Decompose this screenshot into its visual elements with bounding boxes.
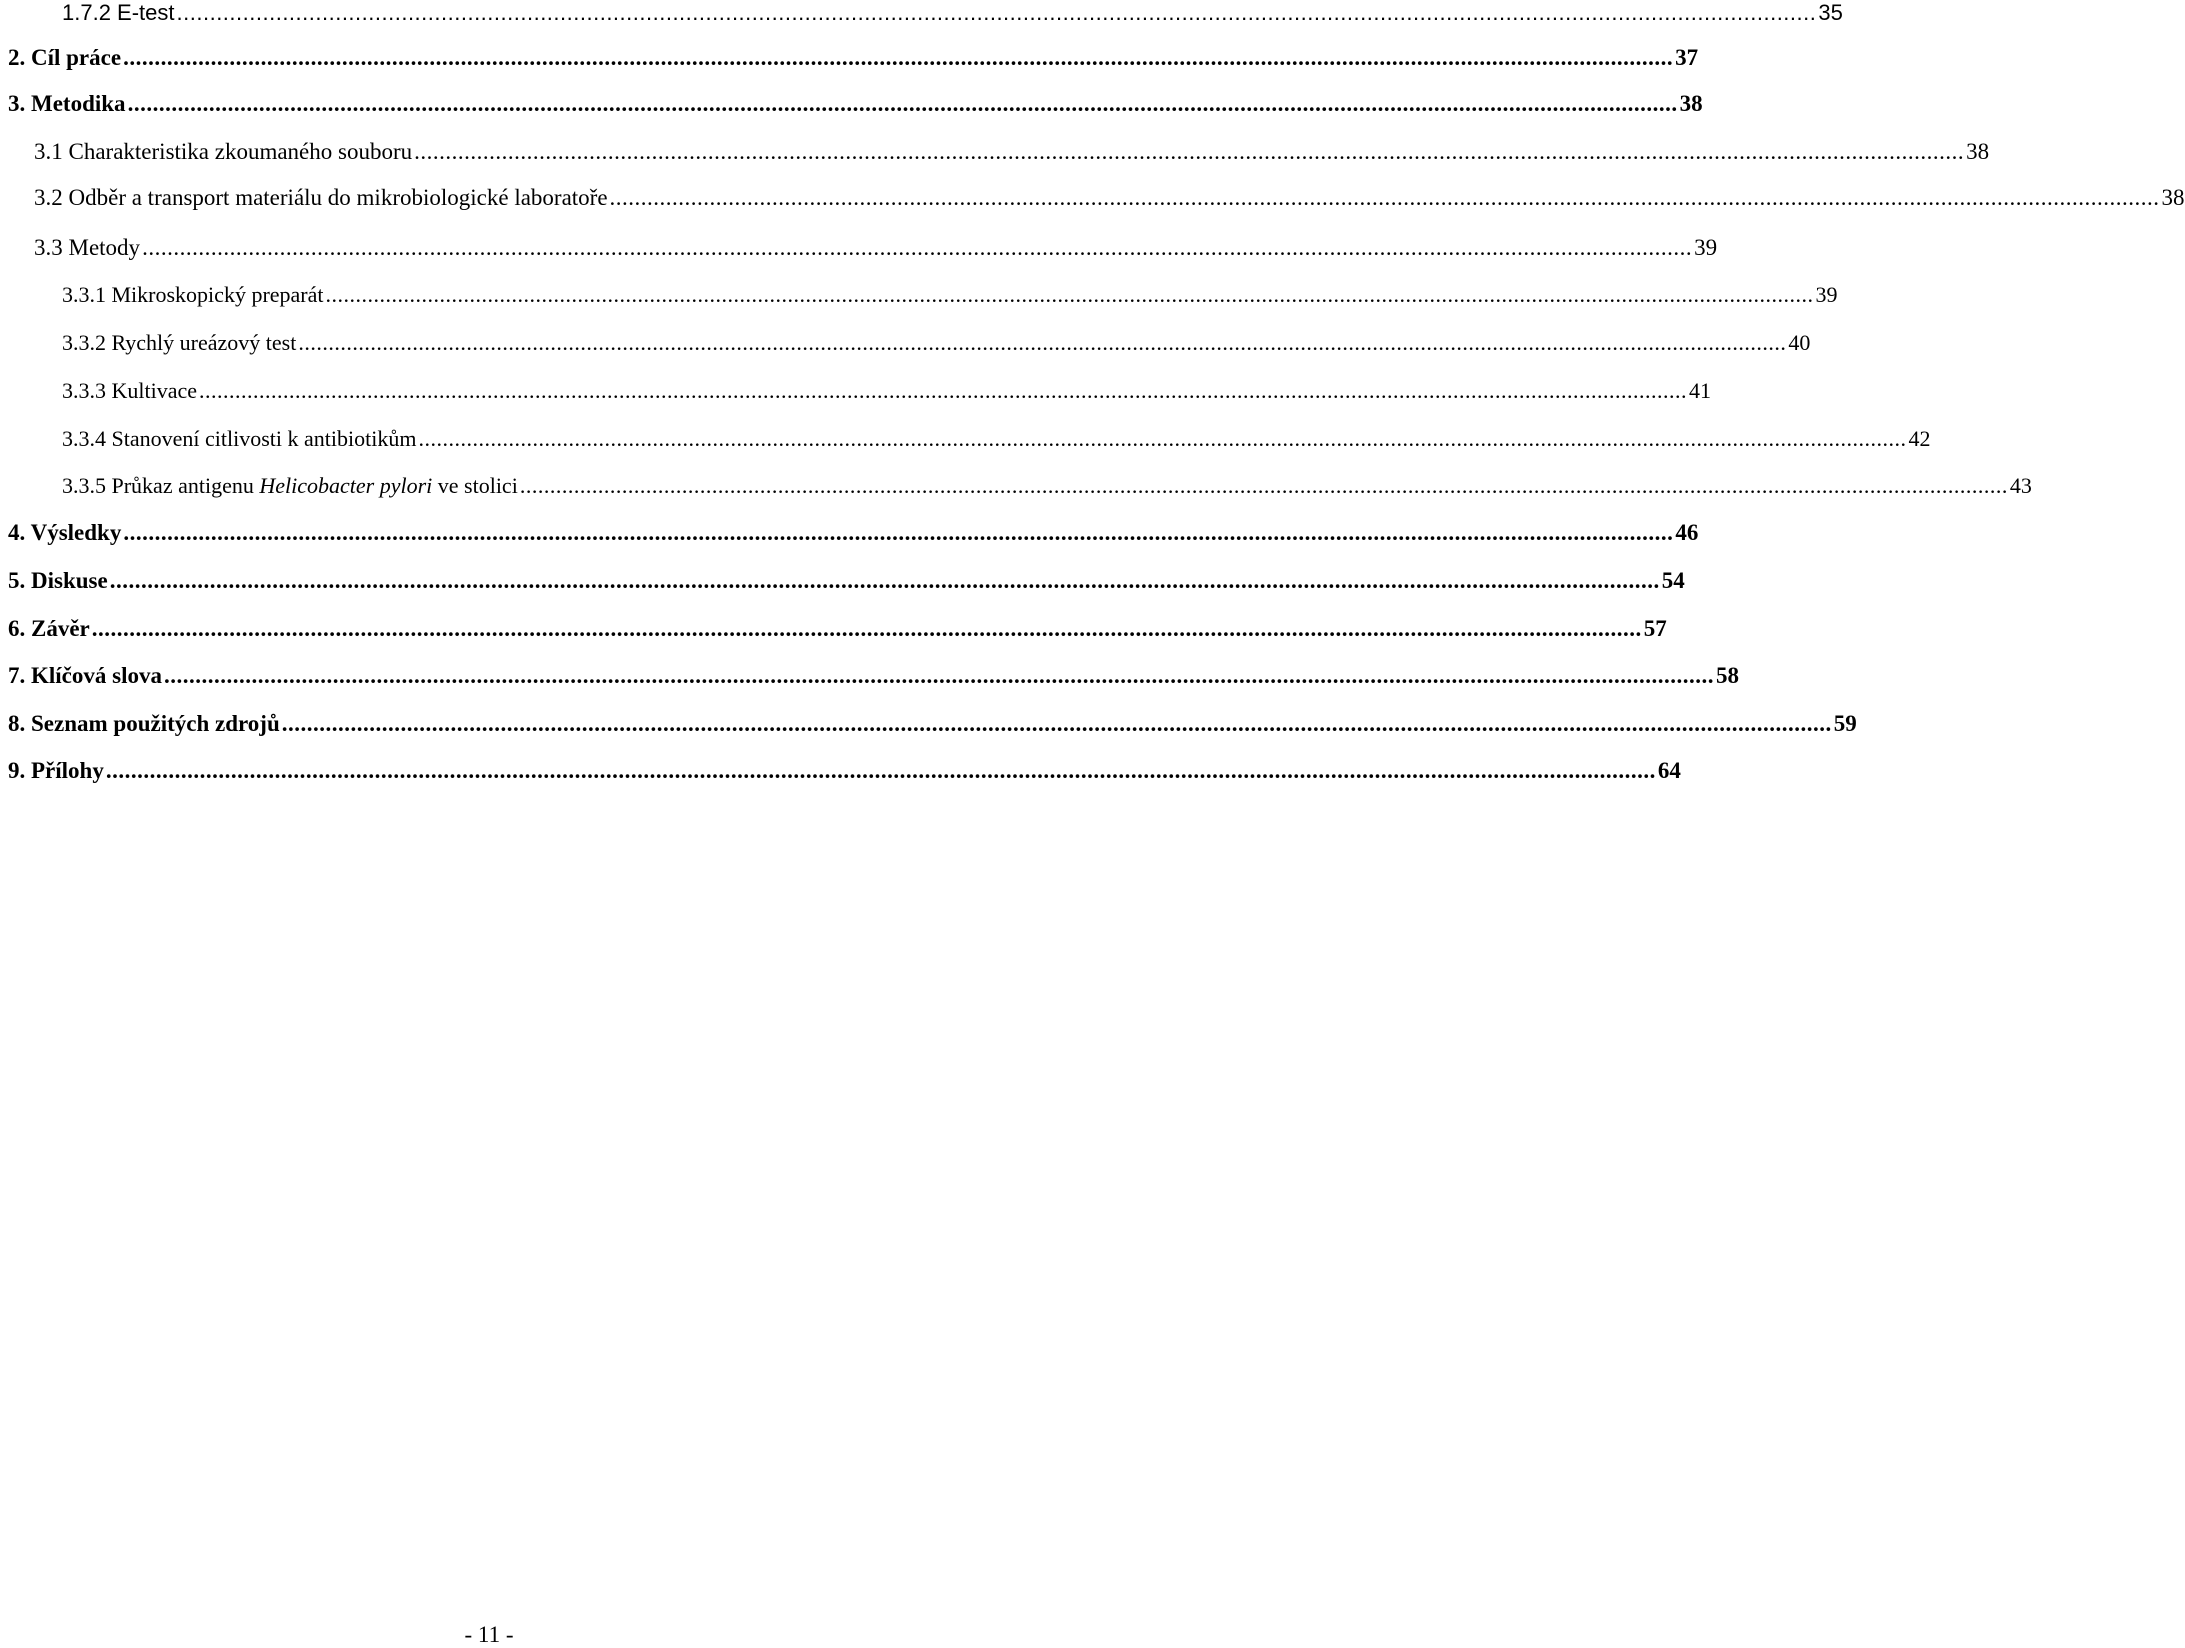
toc-entry-title: 3.2 Odběr a transport materiálu do mikrobiologické laboratoře xyxy=(34,185,608,210)
toc-entry-3[interactable] xyxy=(8,91,1703,127)
toc-leader: ........................................................................................................................................................................................................................................................ xyxy=(199,378,1688,403)
toc-entry-3-1[interactable] xyxy=(34,139,1990,175)
toc-entry-2[interactable] xyxy=(8,45,1699,81)
toc-entry-title: 8. Seznam použitých zdrojů xyxy=(8,711,280,736)
toc-entry-4[interactable] xyxy=(8,520,1699,556)
toc-page-number: 38 xyxy=(1679,91,1703,116)
toc-leader: ........................................................................................................................................................................................................................................................ xyxy=(91,616,1642,641)
toc-leader: ........................................................................................................................................................................................................................................................ xyxy=(142,235,1693,260)
toc-leader: ........................................................................................................................................................................................................................................................ xyxy=(176,0,1817,25)
toc-entry-title: 2. Cíl práce xyxy=(8,45,122,70)
toc-leader: ........................................................................................................................................................................................................................................................ xyxy=(281,711,1832,736)
toc-leader: ........................................................................................................................................................................................................................................................ xyxy=(163,663,1714,688)
toc-entry-title: 3.3 Metody xyxy=(34,235,141,260)
toc-leader: ........................................................................................................................................................................................................................................................ xyxy=(127,91,1678,116)
toc-entry-3-2[interactable] xyxy=(34,185,2185,221)
page-number-label: - 11 - xyxy=(464,1622,514,1647)
toc-entry-title: 3.3.2 Rychlý ureázový test xyxy=(62,330,297,355)
toc-leader: ........................................................................................................................................................................................................................................................ xyxy=(609,185,2160,210)
toc-leader: ........................................................................................................................................................................................................................................................ xyxy=(109,568,1660,593)
toc-page-number: 38 xyxy=(1966,139,1990,164)
toc-entry-8[interactable] xyxy=(8,711,1857,747)
toc-page-number: 58 xyxy=(1715,663,1739,688)
toc-entry-6[interactable] xyxy=(8,616,1667,652)
toc-entry-title: 3.1 Charakteristika zkoumaného souboru xyxy=(34,139,413,164)
toc-page-number: 57 xyxy=(1643,616,1667,641)
toc-entry-title: 3.3.3 Kultivace xyxy=(62,378,198,403)
toc-page-number: 42 xyxy=(1908,426,1931,451)
toc-leader: ........................................................................................................................................................................................................................................................ xyxy=(418,426,1907,451)
toc-entry-title: 3.3.4 Stanovení citlivosti k antibiotikům xyxy=(62,426,417,451)
toc-page-number: 46 xyxy=(1675,520,1699,545)
toc-entry-title-prefix: 3.3.5 Průkaz antigenu xyxy=(62,473,260,498)
toc-leader: ........................................................................................................................................................................................................................................................ xyxy=(123,520,1674,545)
toc-page-number: 40 xyxy=(1788,330,1811,355)
toc-entry-title: 1.7.2 E-test xyxy=(62,0,175,25)
toc-leader: ........................................................................................................................................................................................................................................................ xyxy=(519,473,2008,498)
toc-leader: ........................................................................................................................................................................................................................................................ xyxy=(414,139,1965,164)
toc-entry-3-3-4[interactable] xyxy=(62,426,1931,462)
toc-page-number: 54 xyxy=(1661,568,1685,593)
toc-page-number: 41 xyxy=(1689,378,1712,403)
toc-leader: ........................................................................................................................................................................................................................................................ xyxy=(298,330,1787,355)
toc-entry-7[interactable] xyxy=(8,663,1739,699)
toc-entry-5[interactable] xyxy=(8,568,1685,604)
toc-entry-title: 3. Metodika xyxy=(8,91,126,116)
toc-entry-title-italic: Helicobacter pylori xyxy=(259,473,433,498)
toc-page-number: 59 xyxy=(1833,711,1857,736)
toc-entry-title: 7. Klíčová slova xyxy=(8,663,162,688)
toc-page-number: 39 xyxy=(1815,282,1838,307)
toc-page-number: 35 xyxy=(1818,0,1843,25)
toc-entry-title: 4. Výsledky xyxy=(8,520,122,545)
toc-page-number: 37 xyxy=(1675,45,1699,70)
toc-page-number: 43 xyxy=(2009,473,2032,498)
toc-leader: ........................................................................................................................................................................................................................................................ xyxy=(325,282,1814,307)
toc-page-number: 64 xyxy=(1657,758,1681,783)
toc-entry-title: 5. Diskuse xyxy=(8,568,108,593)
toc-entry-1-7-2[interactable] xyxy=(62,0,1843,36)
toc-page-number: 38 xyxy=(2161,185,2185,210)
toc-entry-title xyxy=(62,473,518,499)
toc-entry-3-3-5[interactable] xyxy=(62,473,2032,509)
toc-entry-3-3-1[interactable] xyxy=(62,282,1838,318)
toc-entry-3-3[interactable] xyxy=(34,235,1718,271)
toc-entry-3-3-2[interactable] xyxy=(62,330,1811,366)
toc-leader: ........................................................................................................................................................................................................................................................ xyxy=(105,758,1656,783)
toc-entry-title: 9. Přílohy xyxy=(8,758,104,783)
toc-entry-title-suffix: ve stolici xyxy=(432,473,518,498)
page-number-footer xyxy=(0,1622,960,1648)
toc-entry-9[interactable] xyxy=(8,758,1681,794)
toc-entry-title: 6. Závěr xyxy=(8,616,90,641)
toc-page-number: 39 xyxy=(1694,235,1718,260)
toc-leader: ........................................................................................................................................................................................................................................................ xyxy=(123,45,1674,70)
toc-entry-3-3-3[interactable] xyxy=(62,378,1712,414)
toc-entry-title: 3.3.1 Mikroskopický preparát xyxy=(62,282,324,307)
